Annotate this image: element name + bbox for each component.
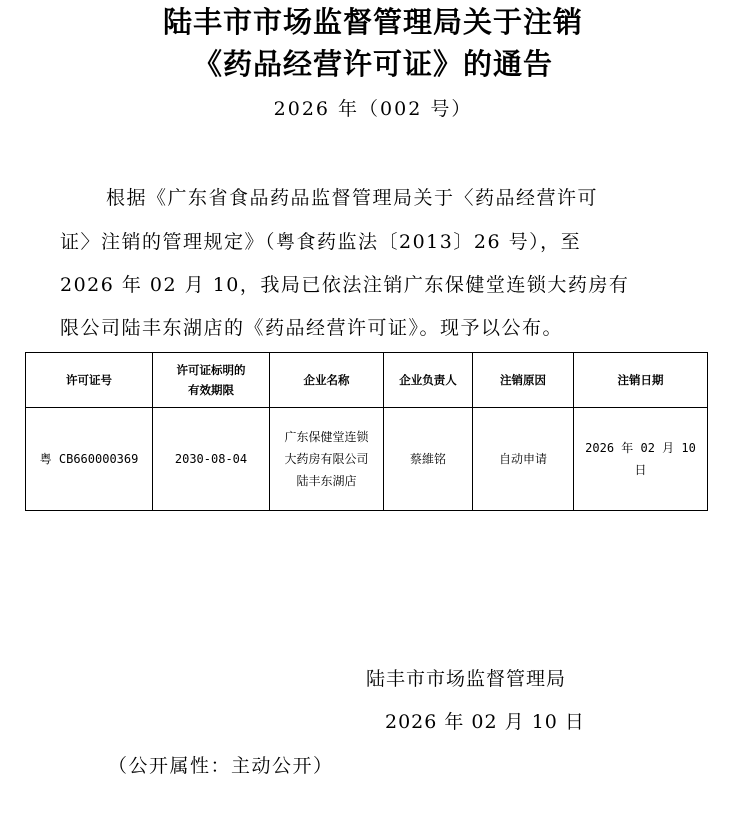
- cell-company-line-3: 陆丰东湖店: [296, 474, 357, 488]
- cell-validity-value: 2030-08-04: [174, 452, 248, 466]
- header-responsible: [384, 353, 473, 408]
- cell-reason: [473, 408, 574, 511]
- header-cancel-date: [574, 353, 708, 408]
- cell-responsible-value: 蔡維铭: [409, 452, 446, 466]
- cell-validity: [153, 408, 270, 511]
- notice-title-line-1: 陆丰市市场监督管理局关于注销: [162, 5, 583, 39]
- cell-responsible: [384, 408, 473, 511]
- body-line-2: 证〉注销的管理规定》（粤食药监法〔2013〕26 号），至: [60, 231, 582, 253]
- body-line-3: 2026 年 02 月 10，我局已依法注销广东保健堂连锁大药房有: [60, 274, 630, 296]
- cell-reason-value: 自动申请: [498, 452, 547, 466]
- header-company-label: 企业名称: [303, 373, 350, 387]
- signing-date: 2026 年 02 月 10 日: [385, 711, 585, 733]
- cell-cancel-date-line-1: 2026 年 02 月 10: [585, 441, 696, 455]
- cancellation-table: [25, 352, 708, 511]
- body-line-1: 根据《广东省食品药品监督管理局关于〈药品经营许可: [106, 187, 599, 209]
- header-reason: [473, 353, 574, 408]
- header-responsible-label: 企业负责人: [399, 373, 457, 387]
- notice-title-line-2: 《药品经营许可证》的通告: [192, 47, 553, 81]
- header-validity-line-2: 有效期限: [188, 383, 234, 397]
- cell-cancel-date: [574, 408, 708, 511]
- cell-license-no-value: 粤 CB660000369: [39, 452, 139, 466]
- table-header-row: [26, 353, 708, 408]
- table-row: [26, 408, 708, 511]
- body-line-4: 限公司陆丰东湖店的《药品经营许可证》。现予以公布。: [60, 317, 564, 339]
- header-reason-label: 注销原因: [500, 373, 546, 387]
- header-license-no: [26, 353, 153, 408]
- header-validity: [153, 353, 270, 408]
- header-cancel-date-label: 注销日期: [617, 373, 664, 387]
- disclosure-attribute: （公开属性：主动公开）: [108, 755, 334, 777]
- header-validity-line-1: 许可证标明的: [176, 363, 246, 377]
- cell-company-line-1: 广东保健堂连锁: [284, 430, 369, 444]
- cell-cancel-date-line-2: 日: [634, 463, 647, 477]
- header-company: [270, 353, 384, 408]
- signing-organization: 陆丰市市场监督管理局: [366, 668, 567, 690]
- header-license-no-label: 许可证号: [66, 373, 112, 387]
- cell-company-line-2: 大药房有限公司: [284, 452, 369, 466]
- cell-company: [270, 408, 384, 511]
- cell-license-no: [26, 408, 153, 511]
- document-number: 2026 年（002 号）: [273, 98, 473, 120]
